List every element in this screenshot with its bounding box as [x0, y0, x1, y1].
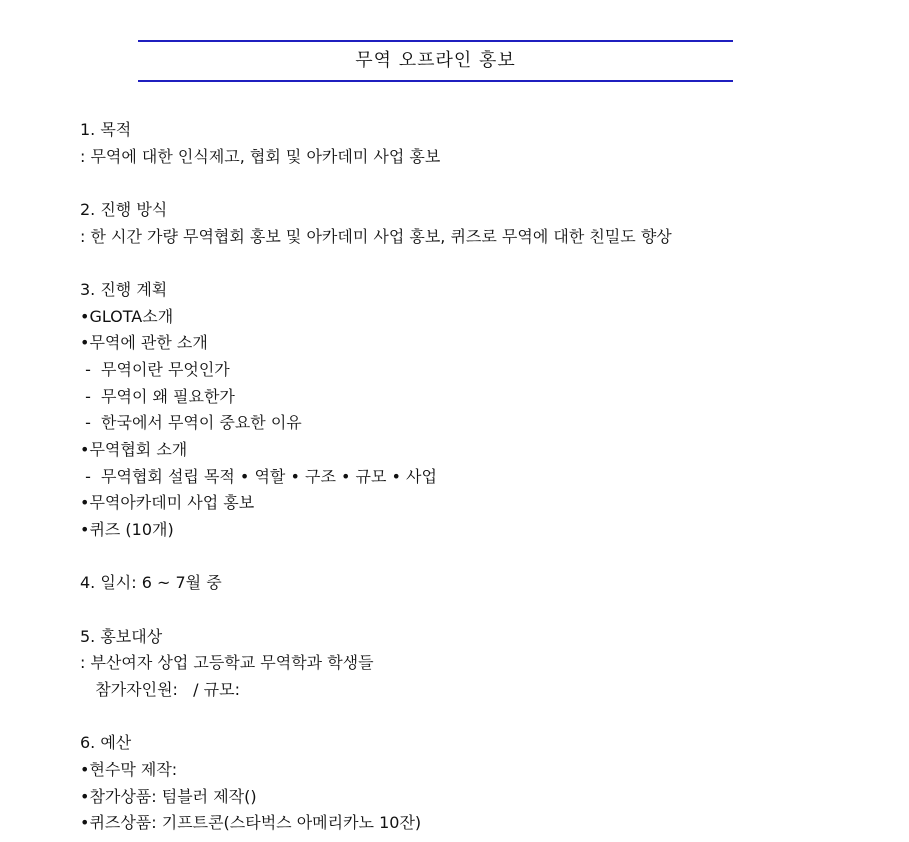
- plan-item-glota: •GLOTA소개: [80, 307, 174, 326]
- budget-item-banner: •현수막 제작:: [80, 760, 178, 779]
- document-title: 무역 오프라인 홍보: [355, 50, 516, 71]
- section-1-heading: 1. 목적: [80, 120, 132, 139]
- section-5-heading: 5. 홍보대상: [80, 627, 163, 646]
- title-bottom-rule: [138, 80, 733, 82]
- budget-item-quiz-prize: •퀴즈상품: 기프트콘(스타벅스 아메리카노 10잔): [80, 813, 422, 832]
- section-2-text: : 한 시간 가량 무역협회 홍보 및 아카데미 사업 홍보, 퀴즈로 무역에 대한 친밀도 향상: [80, 227, 672, 246]
- target-audience-text: : 부산여자 상업 고등학교 무역학과 학생들: [80, 653, 374, 672]
- plan-item-academy-promo: •무역아카데미 사업 홍보: [80, 493, 255, 512]
- plan-subitem-what-is-trade: - 무역이란 무엇인가: [80, 360, 230, 379]
- section-1-text: : 무역에 대한 인식제고, 협회 및 아카데미 사업 홍보: [80, 147, 441, 166]
- plan-subitem-why-trade: - 무역이 왜 필요한가: [80, 387, 235, 406]
- plan-subitem-association-details: - 무역협회 설립 목적 • 역할 • 구조 • 규모 • 사업: [80, 467, 437, 486]
- section-6-heading: 6. 예산: [80, 733, 132, 752]
- section-2-heading: 2. 진행 방식: [80, 200, 168, 219]
- participants-scale-text: 참가자인원: / 규모:: [80, 680, 240, 699]
- plan-item-trade-intro: •무역에 관한 소개: [80, 333, 208, 352]
- plan-subitem-trade-importance: - 한국에서 무역이 중요한 이유: [80, 413, 302, 432]
- plan-item-association-intro: •무역협회 소개: [80, 440, 188, 459]
- budget-item-participation-gift: •참가상품: 텀블러 제작(): [80, 787, 257, 806]
- title-top-rule: [138, 40, 733, 42]
- section-3-heading: 3. 진행 계획: [80, 280, 168, 299]
- section-4-heading: 4. 일시: 6 ~ 7월 중: [80, 573, 222, 592]
- plan-item-quiz: •퀴즈 (10개): [80, 520, 174, 539]
